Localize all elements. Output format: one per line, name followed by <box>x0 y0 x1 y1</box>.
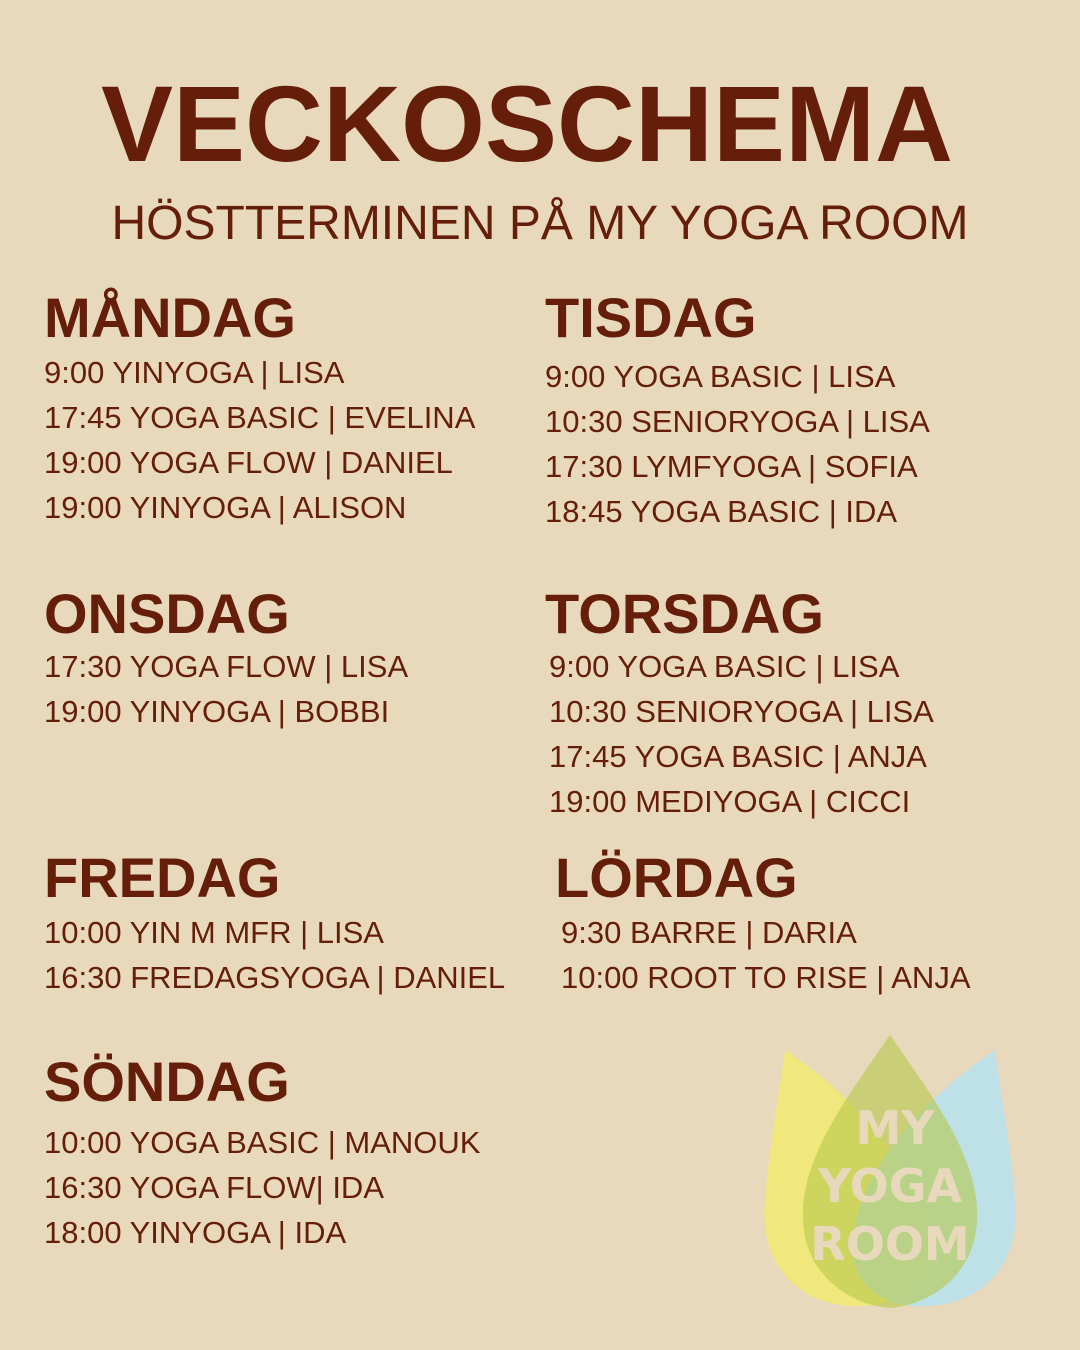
day-fredag <box>44 848 530 1000</box>
class-entry: 10:00 YIN M MFR | LISA <box>44 915 384 950</box>
class-list <box>44 910 530 1000</box>
class-entry: 17:45 YOGA BASIC | ANJA <box>549 739 927 774</box>
day-heading: FREDAG <box>44 846 281 909</box>
class-entry: 19:00 YINYOGA | ALISON <box>44 490 407 525</box>
class-list <box>44 644 530 734</box>
class-entry: 19:00 MEDIYOGA | CICCI <box>549 784 911 819</box>
day-söndag <box>44 1052 530 1255</box>
class-list <box>44 1120 530 1255</box>
my-yoga-room-logo <box>755 1030 1025 1315</box>
class-entry: 16:30 FREDAGSYOGA | DANIEL <box>44 960 506 995</box>
class-entry: 17:30 YOGA FLOW | LISA <box>44 649 409 684</box>
day-heading: TISDAG <box>545 286 757 349</box>
day-onsdag <box>44 584 530 734</box>
svg-text:MY: MY <box>855 1101 935 1155</box>
class-entry: 9:00 YOGA BASIC | LISA <box>545 359 896 394</box>
class-entry: 10:30 SENIORYOGA | LISA <box>545 404 930 439</box>
class-entry: 9:00 YINYOGA | LISA <box>44 355 345 390</box>
class-entry: 18:45 YOGA BASIC | IDA <box>545 494 898 529</box>
class-entry: 9:30 BARRE | DARIA <box>561 915 857 950</box>
class-entry: 10:00 ROOT TO RISE | ANJA <box>561 960 971 995</box>
day-lördag <box>555 848 971 1000</box>
class-entry: 19:00 YOGA FLOW | DANIEL <box>44 445 453 480</box>
class-entry: 10:00 YOGA BASIC | MANOUK <box>44 1125 481 1160</box>
class-list <box>545 644 934 824</box>
page-subtitle: HÖSTTERMINEN PÅ MY YOGA ROOM <box>111 197 969 250</box>
svg-text:ROOM: ROOM <box>810 1217 970 1271</box>
class-entry: 19:00 YINYOGA | BOBBI <box>44 694 390 729</box>
day-tisdag <box>545 288 930 534</box>
class-entry: 9:00 YOGA BASIC | LISA <box>549 649 900 684</box>
class-list <box>44 350 530 530</box>
class-entry: 18:00 YINYOGA | IDA <box>44 1215 347 1250</box>
class-entry: 16:30 YOGA FLOW| IDA <box>44 1170 385 1205</box>
class-entry: 17:45 YOGA BASIC | EVELINA <box>44 400 476 435</box>
class-entry: 10:30 SENIORYOGA | LISA <box>549 694 934 729</box>
day-heading: MÅNDAG <box>44 286 296 349</box>
class-entry: 17:30 LYMFYOGA | SOFIA <box>545 449 918 484</box>
day-heading: ONSDAG <box>44 582 290 645</box>
svg-text:YOGA: YOGA <box>817 1159 963 1213</box>
day-heading: SÖNDAG <box>44 1050 290 1113</box>
class-list <box>545 354 930 534</box>
day-torsdag <box>545 584 934 824</box>
day-måndag <box>44 288 530 530</box>
day-heading: LÖRDAG <box>555 846 798 909</box>
day-heading: TORSDAG <box>545 582 824 645</box>
class-list <box>555 910 971 1000</box>
page-title: VECKOSCHEMA <box>100 63 954 184</box>
